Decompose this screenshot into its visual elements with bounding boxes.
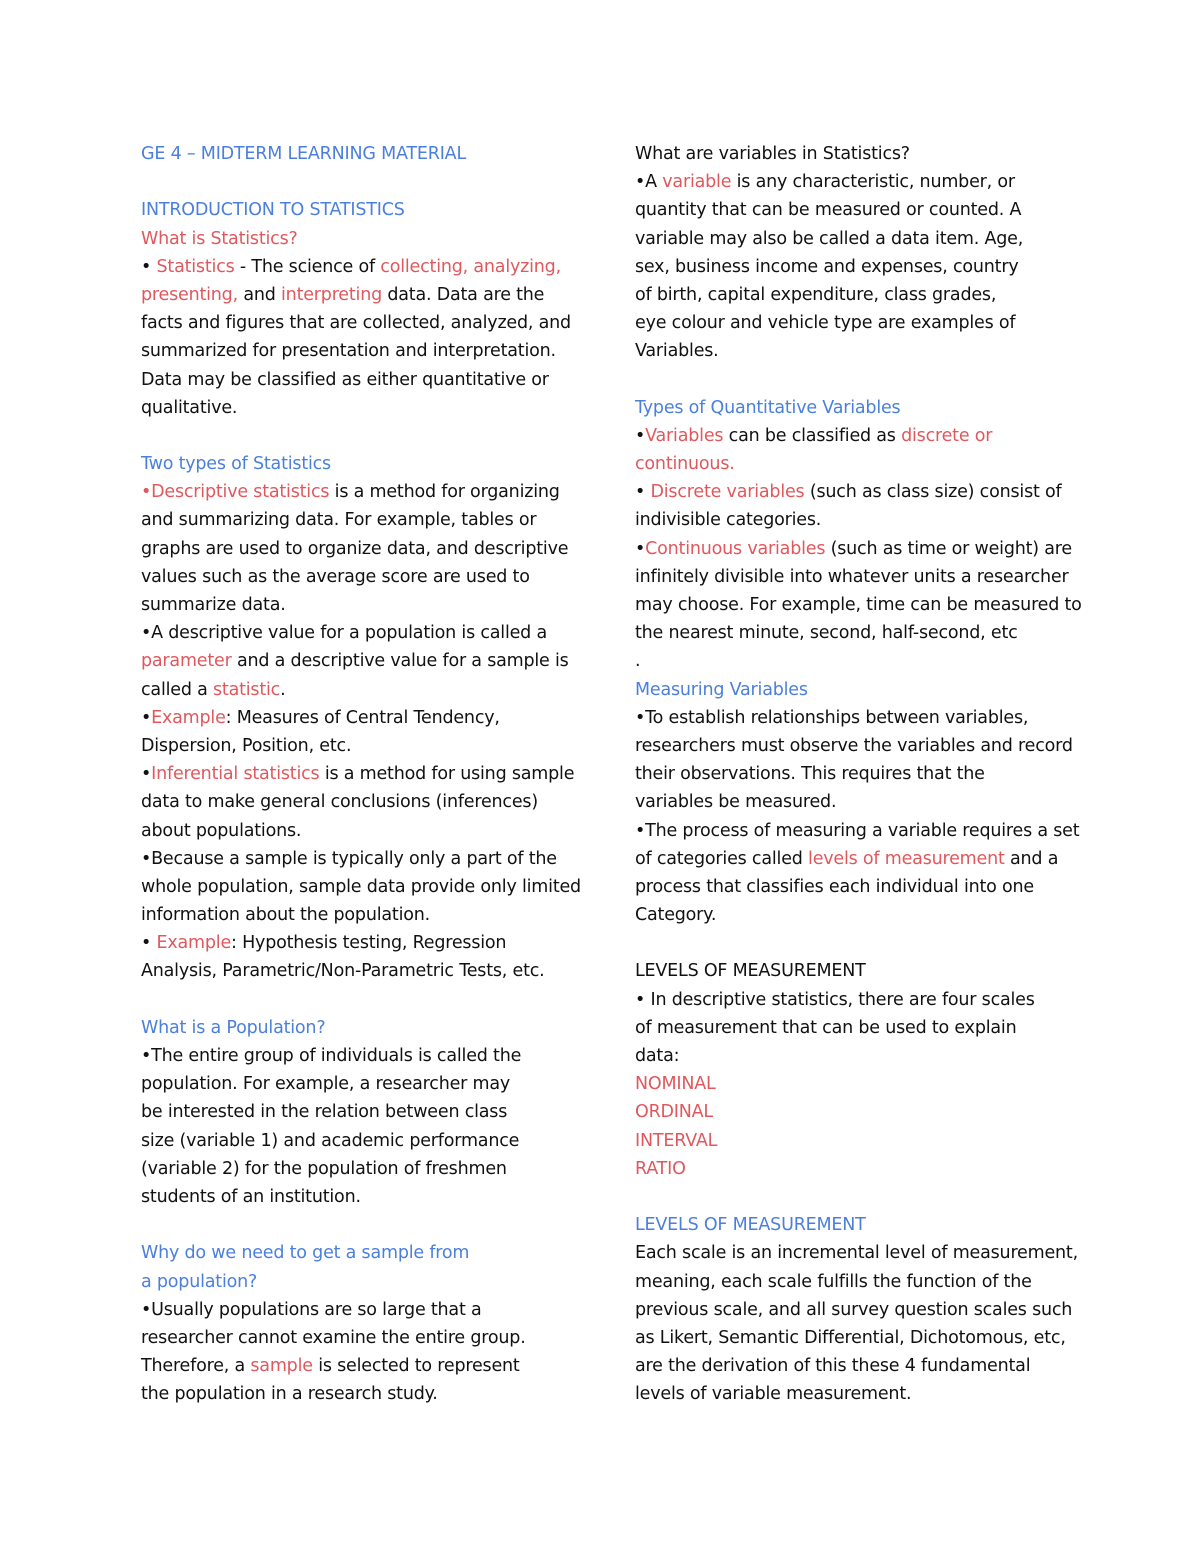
sample-line: the population in a research study. (141, 1384, 438, 1405)
statistics-definition-line: presenting, and interpreting data. Data are the (141, 284, 545, 305)
continuous-line: the nearest minute, second, half-second, etc (635, 623, 1018, 644)
classification-line: •Variables can be classified as discrete or (635, 425, 993, 446)
population-line: be interested in the relation between class (141, 1102, 508, 1123)
scale-ordinal: ORDINAL (635, 1102, 713, 1123)
levels-heading-2: LEVELS OF MEASUREMENT (635, 1215, 866, 1236)
two-types-heading: Two types of Statistics (141, 454, 331, 475)
statistics-definition-line: • Statistics - The science of collecting, analyzing, (141, 256, 561, 277)
because-line: whole population, sample data provide only limited (141, 876, 581, 897)
measuring-line: Category. (635, 905, 717, 926)
left-column (141, 140, 581, 1408)
population-line: students of an institution. (141, 1186, 361, 1207)
continuous-line: may choose. For example, time can be measured to (635, 595, 1082, 615)
continuous-line: •Continuous variables (such as time or weight) are (635, 538, 1072, 559)
intro-heading: INTRODUCTION TO STATISTICS (141, 200, 405, 221)
descriptive-line: summarize data. (141, 595, 286, 615)
levels2-line: Each scale is an incremental level of measurement, (635, 1243, 1078, 1264)
measuring-line: researchers must observe the variables and record (635, 735, 1073, 756)
stray-period: . (635, 651, 641, 672)
levels-heading: LEVELS OF MEASUREMENT (635, 961, 866, 982)
example-line: Dispersion, Position, etc. (141, 735, 352, 756)
continuous-line: infinitely divisible into whatever units a researcher (635, 566, 1069, 587)
descriptive-line: and summarizing data. For example, tables or (141, 510, 537, 531)
example-line: Analysis, Parametric/Non-Parametric Tests, etc. (141, 961, 545, 982)
population-line: (variable 2) for the population of freshmen (141, 1158, 507, 1179)
measuring-line: variables be measured. (635, 792, 837, 813)
sample-line: •Usually populations are so large that a (141, 1299, 482, 1320)
measuring-line: their observations. This requires that the (635, 764, 985, 785)
variables-line: quantity that can be measured or counted. A (635, 200, 1022, 221)
levels-line: of measurement that can be used to explain (635, 1017, 1017, 1038)
levels2-line: meaning, each scale fulfills the function of the (635, 1271, 1032, 1292)
variables-line: of birth, capital expenditure, class grades, (635, 284, 997, 305)
inferential-line: about populations. (141, 820, 302, 841)
sample-heading: a population? (141, 1271, 258, 1292)
variables-heading: What are variables in Statistics? (635, 144, 910, 164)
inferential-line: •Inferential statistics is a method for using sample (141, 764, 575, 785)
statistics-definition-line: qualitative. (141, 397, 238, 418)
right-column (635, 140, 1082, 1408)
variables-line: eye colour and vehicle type are examples of (635, 313, 1016, 334)
population-line: •The entire group of individuals is called the (141, 1046, 522, 1066)
statistics-definition-line: facts and figures that are collected, analyzed, and (141, 313, 571, 334)
discrete-line: indivisible categories. (635, 510, 822, 531)
quant-types-heading: Types of Quantitative Variables (635, 397, 901, 418)
parameter-line: •A descriptive value for a population is called a (141, 623, 547, 644)
document-title: GE 4 – MIDTERM LEARNING MATERIAL (141, 144, 466, 164)
variables-line: sex, business income and expenses, country (635, 256, 1019, 277)
sample-line: Therefore, a sample is selected to represent (141, 1356, 520, 1377)
levels2-line: are the derivation of this these 4 fundamental (635, 1356, 1031, 1377)
example-line: • Example: Hypothesis testing, Regression (141, 933, 507, 954)
measuring-line: •The process of measuring a variable requires a set (635, 820, 1080, 841)
measuring-line: of categories called levels of measurement and a (635, 848, 1059, 869)
descriptive-line: values such as the average score are used to (141, 566, 530, 587)
scale-interval: INTERVAL (635, 1130, 718, 1151)
population-heading: What is a Population? (141, 1017, 326, 1038)
scale-ratio: RATIO (635, 1158, 686, 1179)
measuring-line: process that classifies each individual into one (635, 876, 1034, 897)
what-is-statistics-heading: What is Statistics? (141, 228, 298, 249)
levels2-line: previous scale, and all survey question scales such (635, 1299, 1073, 1320)
example-line: •Example: Measures of Central Tendency, (141, 707, 500, 728)
population-line: population. For example, a researcher may (141, 1074, 511, 1095)
parameter-line: called a statistic. (141, 679, 286, 700)
levels-line: • In descriptive statistics, there are four scales (635, 989, 1035, 1010)
sample-line: researcher cannot examine the entire group. (141, 1327, 526, 1348)
scale-nominal: NOMINAL (635, 1074, 716, 1095)
because-line: •Because a sample is typically only a part of the (141, 848, 557, 869)
because-line: information about the population. (141, 905, 430, 926)
levels2-line: levels of variable measurement. (635, 1384, 912, 1405)
variables-line: Variables. (635, 341, 719, 362)
measuring-heading: Measuring Variables (635, 679, 808, 700)
statistics-definition-line: Data may be classified as either quantitative or (141, 369, 549, 390)
sample-heading: Why do we need to get a sample from (141, 1243, 470, 1264)
statistics-definition-line: summarized for presentation and interpretation. (141, 341, 556, 362)
levels-line: data: (635, 1046, 680, 1066)
discrete-line: • Discrete variables (such as class size) consist of (635, 482, 1062, 503)
classification-line: continuous. (635, 454, 735, 475)
variables-line: variable may also be called a data item. Age, (635, 228, 1024, 249)
levels2-line: as Likert, Semantic Differential, Dichotomous, etc, (635, 1327, 1066, 1348)
descriptive-line: graphs are used to organize data, and descriptive (141, 538, 569, 559)
parameter-line: parameter and a descriptive value for a sample is (141, 651, 569, 672)
measuring-line: •To establish relationships between variables, (635, 707, 1029, 728)
population-line: size (variable 1) and academic performance (141, 1130, 520, 1151)
descriptive-line: •Descriptive statistics is a method for organizing (141, 482, 560, 503)
inferential-line: data to make general conclusions (inferences) (141, 792, 538, 813)
variables-line: •A variable is any characteristic, number, or (635, 172, 1015, 193)
